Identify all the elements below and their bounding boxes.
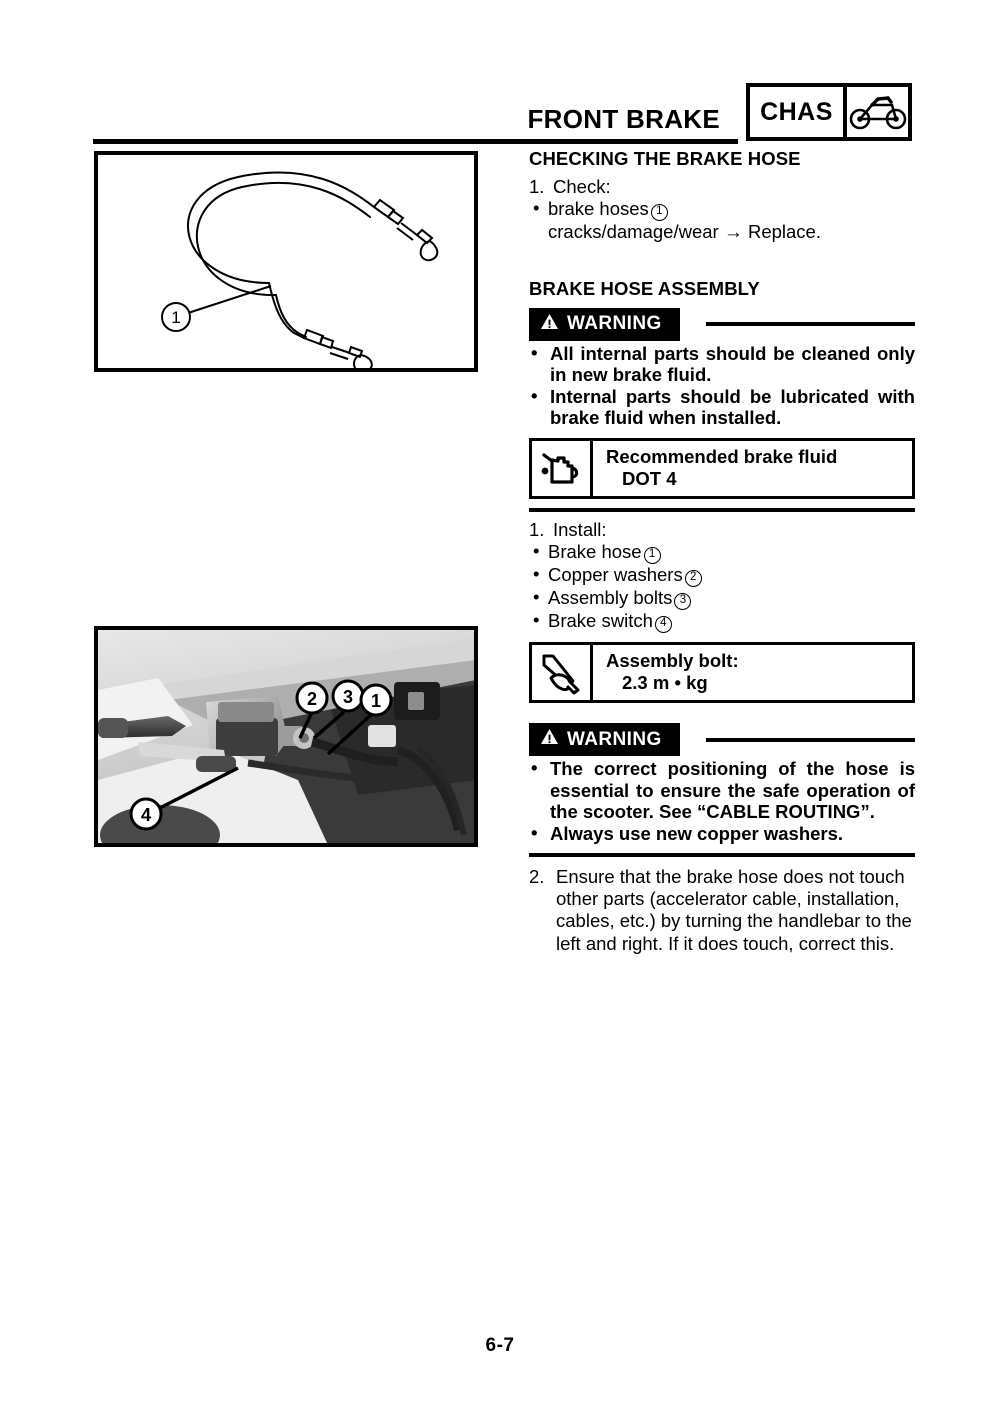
- warning-rule: [706, 738, 915, 742]
- master-cylinder-photo: [94, 626, 478, 847]
- motorcycle-icon: [847, 87, 908, 137]
- checking-bullet-brake-hoses: [529, 198, 915, 221]
- svg-text:2: 2: [306, 689, 318, 709]
- warning-line-2: brake fluid when installed.: [550, 407, 782, 429]
- warning-item: [529, 758, 915, 822]
- item-label: Assembly bolts: [548, 586, 673, 608]
- warning-triangle-icon: [540, 313, 559, 336]
- torque-spec-text: [593, 645, 739, 700]
- step-2-line-1: Ensure that the brake hose does not touch: [556, 866, 905, 888]
- warning-2-items: [529, 758, 915, 844]
- torque-wrench-icon: [532, 645, 593, 700]
- section-separator: [529, 853, 915, 857]
- section-tab-chas: [746, 83, 912, 141]
- warning-label: WARNING: [567, 728, 662, 750]
- gap-before-warning-2: [529, 703, 915, 723]
- warning-line-3: the scooter. See “CABLE ROUTING”.: [550, 801, 875, 823]
- svg-text:4: 4: [140, 805, 152, 825]
- arrow-icon: →: [723, 221, 743, 243]
- install-item-assembly-bolts: [529, 587, 915, 610]
- checking-detail: [529, 221, 915, 244]
- step-number: 1.: [529, 519, 545, 541]
- warning-label: WARNING: [567, 313, 662, 335]
- svg-text:1: 1: [171, 308, 181, 327]
- page-title: FRONT BRAKE: [527, 104, 720, 134]
- warning-banner-2: [529, 723, 915, 756]
- detail-suffix: Replace.: [747, 220, 821, 242]
- step-label: Install:: [553, 519, 607, 541]
- checking-step-1: [529, 176, 915, 198]
- section-separator: [529, 508, 915, 512]
- warning-line-2: in new brake fluid.: [550, 364, 712, 386]
- callout-ref-3: 3: [674, 593, 691, 610]
- warning-rule: [706, 322, 915, 326]
- warning-box: [529, 723, 680, 756]
- recommended-fluid-spec-box: [529, 438, 915, 499]
- item-label: Brake hose: [548, 540, 642, 562]
- fluid-spec-line-2: DOT 4: [622, 467, 677, 489]
- warning-line-1: • Internal parts should be lubricated with: [550, 385, 915, 407]
- content-column: [529, 148, 915, 955]
- callout-ref-4: 4: [655, 616, 672, 633]
- torque-spec-line-1: Assembly bolt:: [606, 649, 739, 671]
- callout-ref-1: 1: [644, 547, 661, 564]
- detail-prefix: cracks/damage/wear: [548, 220, 719, 242]
- section-code-label: CHAS: [760, 97, 833, 126]
- assembly-step-2: [529, 866, 915, 955]
- torque-spec-line-2: 2.3 m • kg: [622, 672, 708, 694]
- page-number: 6-7: [485, 1335, 515, 1356]
- assembly-heading: BRAKE HOSE ASSEMBLY: [529, 277, 760, 299]
- install-item-brake-hose: [529, 541, 915, 564]
- step-2-line-4: left and right. If it does touch, correct this.: [556, 932, 895, 954]
- fluid-spec-line-1: Recommended brake fluid: [606, 445, 838, 467]
- warning-item: [529, 343, 915, 386]
- warning-item: [529, 386, 915, 429]
- oil-can-icon: [532, 441, 593, 496]
- callout-ref-1: 1: [651, 204, 668, 221]
- brake-hose-illustration: [94, 151, 478, 372]
- step-2-line-3: cables, etc.) by turning the handlebar to the: [556, 910, 912, 932]
- item-label: Brake switch: [548, 609, 653, 631]
- bullet-label: brake hoses: [548, 197, 649, 219]
- svg-text:3: 3: [342, 687, 354, 707]
- step-2-line-2: other parts (accelerator cable, installation,: [556, 888, 900, 910]
- step-label: Check:: [553, 176, 611, 197]
- warning-banner-1: [529, 308, 915, 341]
- step-2-text: [556, 866, 915, 955]
- section-gap: [529, 244, 915, 278]
- checking-heading: CHECKING THE BRAKE HOSE: [529, 148, 801, 169]
- warning-item: [529, 823, 915, 844]
- warning-1-items: [529, 343, 915, 429]
- install-step-1: [529, 519, 915, 541]
- warning-line-1: • Always use new copper washers.: [550, 822, 844, 844]
- svg-text:1: 1: [370, 691, 382, 711]
- warning-box: [529, 308, 680, 341]
- warning-line-1: • The correct positioning of the hose is: [550, 758, 915, 780]
- install-item-brake-switch: [529, 610, 915, 633]
- warning-line-1: • All internal parts should be cleaned only: [550, 342, 915, 364]
- install-item-copper-washers: [529, 564, 915, 587]
- step-number: 1.: [529, 176, 545, 197]
- assembly-bolt-torque-box: [529, 642, 915, 703]
- warning-triangle-icon: [540, 728, 559, 751]
- header-rule: [93, 139, 738, 144]
- callout-ref-2: 2: [685, 570, 702, 587]
- warning-line-2: essential to ensure the safe operation of: [550, 779, 915, 801]
- item-label: Copper washers: [548, 563, 683, 585]
- fluid-spec-text: [593, 441, 837, 496]
- step-number: 2.: [529, 866, 545, 888]
